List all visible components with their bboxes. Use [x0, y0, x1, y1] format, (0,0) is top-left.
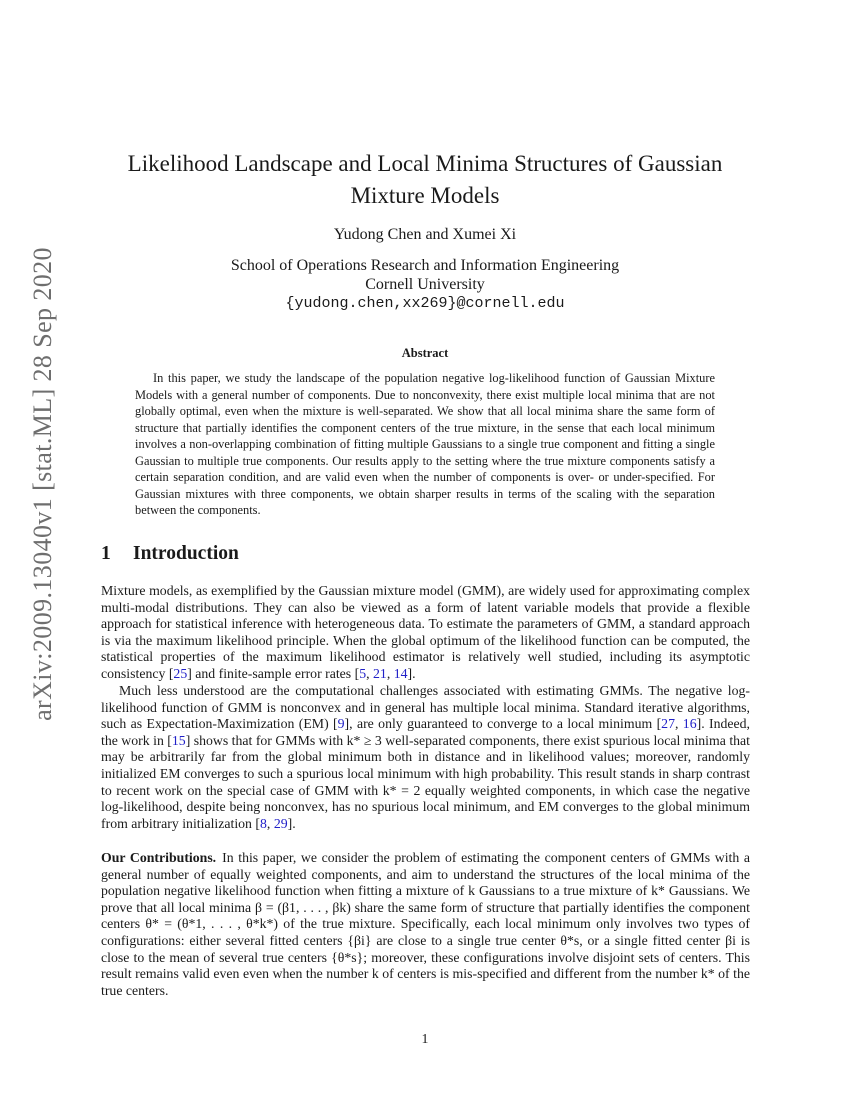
section-title: Introduction	[133, 543, 239, 564]
page-number: 1	[421, 1031, 429, 1046]
author-email: {yudong.chen,xx269}@cornell.edu	[285, 295, 565, 312]
title-line-1: Likelihood Landscape and Local Minima Structures of Gaussian	[127, 151, 723, 176]
intro-paragraph-2: Much less understood are the computational challenges associated with estimating GMMs. The negative log-likelihood function of GMM is nonconvex and in general has multiple local minima. Standard iterative algorithms, such as Expectation-Maximization (EM) [9], are only guaranteed to converge to a local minimum [27, 16]. Indeed, the work in [15] shows that for GMMs with k* ≥ 3 well-separated components, there exist spurious local minima that may be arbitrarily far from the global minimum both in distance and in likelihood values; moreover, randomly initialized EM converges to such a spurious local minimum with high probability. This result stands in sharp contrast to recent work on the special case of GMM with k* = 2 equally weighted components, in which case the negative log-likelihood, despite being nonconvex, has no spurious local minimum, and EM converges to the global minimum from arbitrary initialization [8, 29].	[101, 683, 751, 831]
paragraph-text: Mixture models, as exemplified by the Gaussian mixture model (GMM), are widely used for approximating complex multi-modal distributions. They can also be viewed as a form of latent variable models that provide a flexible approach for statistical inference with heterogeneous data. To estimate the parameters of GMM, a standard approach is via the maximum likelihood principle. When the global optimum of the likelihood function can be computed, the statistical properties of the maximum likelihood estimator is relatively well studied, including its asymptotic consistency [	[101, 583, 750, 681]
paragraph-text: ].	[407, 665, 416, 681]
affiliation-department: School of Operations Research and Information Engineering	[230, 257, 620, 274]
citation-link[interactable]: 14	[393, 665, 408, 681]
citation-link[interactable]: 27	[661, 716, 675, 732]
paragraph-text: ]. Indeed, the work in [	[101, 716, 750, 748]
section-number: 1	[101, 543, 111, 564]
section-heading-introduction	[101, 543, 239, 565]
citation-link[interactable]: 9	[337, 716, 345, 732]
affiliation-block	[100, 256, 750, 313]
paper-title	[100, 148, 750, 212]
paragraph-text: In this paper, we consider the problem of estimating the component centers of GMMs with a general number of equally weighted components, and aim to understand the structures of the local minima of the population negative likelihood function when fitting a mixture of k Gaussians to a true mixture of k* Gaussians. We prove that all local minima β = (β1, . . . , βk) share the same form of structure that partially identifies the component centers θ* = (θ*1, . . . , θ*k*) of the true mixture. Specifically, each local minimum only involves two types of configurations: either several fitted centers {βi} are close to a single true center θ*s, or a single fitted center βi is close to the mean of several true centers {θ*s}; moreover, these configurations involve disjoint sets of centers. This result remains valid even even when the number k of centers is mis-specified and different from the number k* of the true centers.	[101, 850, 750, 998]
contributions-paragraph	[101, 850, 750, 999]
author-names: Yudong Chen and Xumei Xi	[333, 226, 517, 243]
citation-link[interactable]: 15	[171, 732, 186, 748]
citation-link[interactable]: 29	[273, 815, 288, 831]
citation-link[interactable]: 21	[373, 665, 387, 681]
citation-link[interactable]: 16	[682, 716, 697, 732]
abstract-text: In this paper, we study the landscape of the population negative log-likelihood function of Gaussian Mixture Models with a general number of components. Due to nonconvexity, there exist multiple local minima that are not globally optimal, even when the mixture is well-separated. We show that all local minima share the same form of structure that partially identifies the component centers of the true mixture, in the sense that each local minimum involves a non-overlapping combination of fitting multiple Gaussians to a single true component and fitting a single Gaussian to multiple true components. Our results apply to the setting where the true mixture components satisfy a certain separation condition, and are valid even when the number of components is over- or under-specified. For Gaussian mixtures with three components, we obtain sharper results in terms of the scaling with the separation between the components.	[135, 371, 715, 517]
citation-link[interactable]: 5	[359, 665, 367, 681]
paragraph-text: ], are only guaranteed to converge to a local minimum [	[344, 716, 662, 732]
contributions-heading: Our Contributions.	[101, 850, 217, 865]
paragraph-text: Much less understood are the computational challenges associated with estimating GMMs. The negative log-likelihood function of GMM is nonconvex and in general has multiple local minima. Standard iterative algorithms, such as Expectation-Maximization (EM) [	[101, 683, 750, 732]
paragraph-text: ].	[287, 815, 296, 831]
paragraph-text: ] and finite-sample error rates [	[187, 665, 360, 681]
title-line-2: Mixture Models	[350, 183, 500, 208]
abstract-heading: Abstract	[401, 346, 449, 360]
affiliation-university: Cornell University	[365, 276, 485, 293]
intro-paragraph-1: Mixture models, as exemplified by the Gaussian mixture model (GMM), are widely used for approximating complex multi-modal distributions. They can also be viewed as a form of latent variable models that provide a flexible approach for statistical inference with heterogeneous data. To estimate the parameters of GMM, a standard approach is via the maximum likelihood principle. When the global optimum of the likelihood function can be computed, the statistical properties of the maximum likelihood estimator is relatively well studied, including its asymptotic consistency [25] and finite-sample error rates [5, 21, 14].	[101, 583, 750, 681]
paragraph-text: ] shows that for GMMs with k* ≥ 3 well-separated components, there exist spurious local minima that may be arbitrarily far from the global minimum both in distance and in likelihood values; moreover, randomly initialized EM converges to such a spurious local minimum with high probability. This result stands in sharp contrast to recent work on the special case of GMM with k* = 2 equally weighted components, in which case the negative log-likelihood, despite being nonconvex, has no spurious local minimum, and EM converges to the global minimum from arbitrary initialization [	[101, 732, 751, 831]
citation-link[interactable]: 8	[260, 815, 267, 831]
citation-link[interactable]: 25	[173, 665, 188, 681]
arxiv-identifier-stamp: arXiv:2009.13040v1 [stat.ML] 28 Sep 2020	[28, 247, 57, 721]
